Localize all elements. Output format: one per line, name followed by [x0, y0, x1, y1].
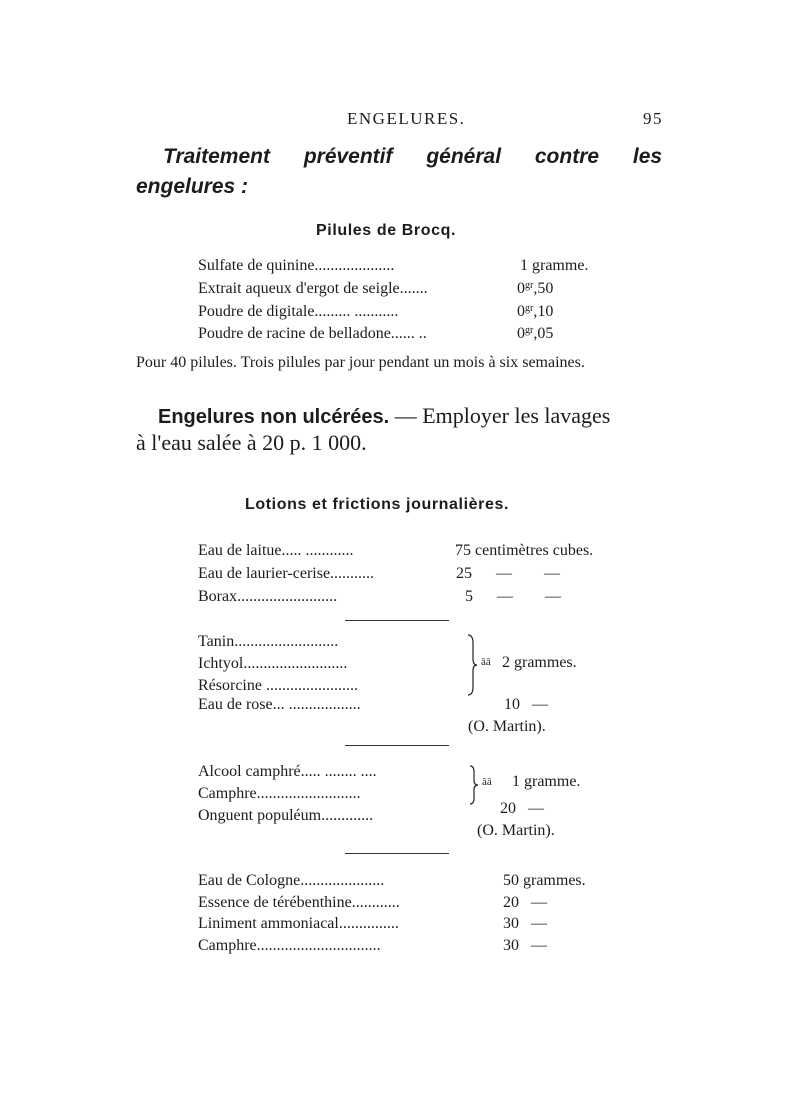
lotion-ingredient: Camphre............................... [198, 937, 381, 954]
section-heading-line1: Traitement préventif général contre les [163, 145, 663, 168]
lotion-ingredient: Résorcine ....................... [198, 677, 358, 694]
lotion-quantity: 1 gramme. [512, 773, 581, 790]
pilules-note: Pour 40 pilules. Trois pilules par jour pendant un mois à six semaines. [136, 354, 585, 371]
lotion-ingredient: Liniment ammoniacal............... [198, 915, 399, 932]
lotion-ingredient: Eau de rose... .................. [198, 696, 361, 713]
pilule-ingredient: Extrait aqueux d'ergot de seigle....... [198, 280, 428, 297]
section-heading-line2: engelures : [136, 175, 249, 198]
pilule-quantity: 1 gramme. [520, 257, 589, 274]
lotion-quantity: 25 — — [456, 565, 560, 582]
lotion-quantity: 20 — [503, 894, 547, 911]
lotion-quantity: 20 — [500, 800, 544, 817]
lotion-ingredient: Alcool camphré..... ........ .... [198, 763, 377, 780]
pilule-ingredient: Poudre de racine de belladone...... .. [198, 325, 427, 342]
lotion-ingredient: Tanin.......................... [198, 633, 339, 650]
lotion-ingredient: Onguent populéum............. [198, 807, 374, 824]
non-ulcerees-line2: à l'eau salée à 20 p. 1 000. [136, 430, 367, 455]
lotions-title: Lotions et frictions journalières. [245, 496, 509, 513]
separator-rule [345, 620, 449, 621]
brace-icon [464, 633, 478, 697]
lotion-ingredient: Ichtyol.......................... [198, 655, 348, 672]
pilules-title: Pilules de Brocq. [316, 222, 457, 239]
lotion-quantity: 75 centimètres cubes. [455, 542, 594, 559]
lotion-ingredient: Eau de Cologne..................... [198, 872, 385, 889]
page-number: 95 [643, 109, 663, 128]
brace-icon [466, 765, 480, 805]
lotion-ingredient: Eau de laurier-cerise........... [198, 565, 375, 582]
pilule-quantity: $0^{gr},10$ [517, 303, 554, 320]
ana-abbrev: āā [481, 656, 491, 668]
pilule-ingredient: Sulfate de quinine.................... [198, 257, 395, 274]
author-credit: (O. Martin). [468, 718, 546, 735]
lotion-quantity: 5 — — [465, 588, 561, 605]
separator-rule [345, 745, 449, 746]
lotion-ingredient: Camphre.......................... [198, 785, 361, 802]
pilule-quantity: $0^{gr},05$ [517, 325, 554, 342]
lotion-quantity: 30 — [503, 937, 547, 954]
running-title: ENGELURES. [347, 109, 466, 128]
non-ulcerees-label: Engelures non ulcérées. [158, 406, 390, 428]
lotion-quantity: 50 grammes. [503, 872, 586, 889]
lotion-ingredient: Essence de térébenthine............ [198, 894, 400, 911]
lotion-ingredient: Borax......................... [198, 588, 338, 605]
pilule-quantity: $0^{gr},50$ [517, 280, 554, 297]
separator-rule [345, 853, 449, 854]
pilule-ingredient: Poudre de digitale......... ........... [198, 303, 399, 320]
lotion-quantity: 2 grammes. [502, 654, 577, 671]
author-credit: (O. Martin). [477, 822, 555, 839]
ana-abbrev: āā [482, 776, 492, 788]
lotion-quantity: 30 — [503, 915, 547, 932]
non-ulcerees-line1: Engelures non ulcérées. — Employer les lavages [158, 403, 611, 428]
lotion-quantity: 10 — [504, 696, 548, 713]
lotion-ingredient: Eau de laitue..... ............ [198, 542, 354, 559]
